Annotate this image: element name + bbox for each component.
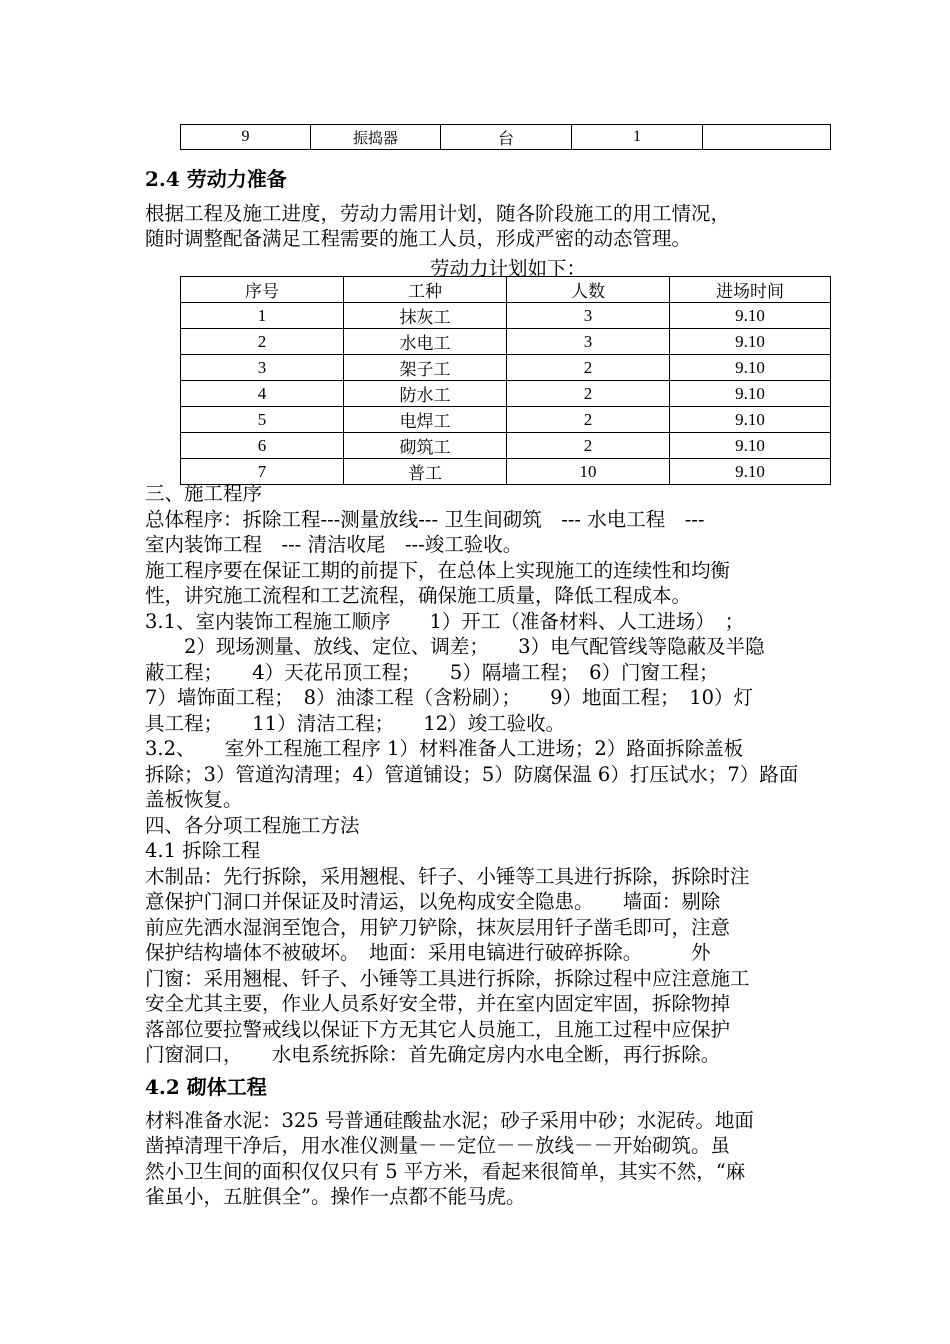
table-cell: 9.10 <box>670 355 831 381</box>
column-header: 工种 <box>344 277 507 303</box>
table-cell: 2 <box>507 355 670 381</box>
table-cell: 普工 <box>344 459 507 485</box>
paragraph-line: 拆除；3）管道沟清理；4）管道铺设；5）防腐保温 6）打压试水；7）路面 <box>145 763 799 786</box>
table-cell: 3 <box>507 329 670 355</box>
table-cell: 9.10 <box>670 459 831 485</box>
paragraph-line: 门窗：采用翘棍、钎子、小锤等工具进行拆除，拆除过程中应注意施工 <box>145 967 750 990</box>
column-header: 序号 <box>181 277 344 303</box>
table-cell: 6 <box>181 433 344 459</box>
paragraph-line: 根据工程及施工进度，劳动力需用计划，随各阶段施工的用工情况， <box>145 202 731 225</box>
column-header: 人数 <box>507 277 670 303</box>
table-row <box>181 407 831 433</box>
paragraph-line: 意保护门洞口并保证及时清运，以免构成安全隐患。 墙面：剔除 <box>145 890 721 913</box>
paragraph-line: 保护结构墙体不被破坏。 地面：采用电镐进行破碎拆除。 外 <box>145 941 711 964</box>
table-cell: 7 <box>181 459 344 485</box>
table-row <box>181 433 831 459</box>
table-cell: 9.10 <box>670 433 831 459</box>
table-cell: 9 <box>181 125 311 150</box>
table-cell: 9.10 <box>670 303 831 329</box>
table-cell: 台 <box>441 125 572 150</box>
paragraph-line: 安全尤其主要，作业人员系好安全带，并在室内固定牢固，拆除物掉 <box>145 992 731 1015</box>
table-row <box>181 125 831 150</box>
paragraph-line: 落部位要拉警戒线以保证下方无其它人员施工，且施工过程中应保护 <box>145 1018 731 1041</box>
table-cell: 2 <box>507 433 670 459</box>
table-cell: 4 <box>181 381 344 407</box>
table-cell <box>703 125 831 150</box>
table-cell: 砌筑工 <box>344 433 507 459</box>
section-heading: 4.2 砌体工程 <box>145 1075 267 1099</box>
table-cell: 9.10 <box>670 381 831 407</box>
table-cell: 水电工 <box>344 329 507 355</box>
table-cell: 9.10 <box>670 329 831 355</box>
table-row <box>181 303 831 329</box>
table-cell: 1 <box>572 125 703 150</box>
paragraph-line: 随时调整配备满足工程需要的施工人员，形成严密的动态管理。 <box>145 227 692 250</box>
table-row <box>181 329 831 355</box>
paragraph-line: 2）现场测量、放线、定位、调差； 3）电气配管线等隐蔽及半隐 <box>145 635 765 658</box>
paragraph-line: 具工程； 11）清洁工程； 12）竣工验收。 <box>145 712 566 735</box>
table-cell: 5 <box>181 407 344 433</box>
section-title: 四、各分项工程施工方法 <box>145 814 360 837</box>
paragraph-line: 室内装饰工程 --- 清洁收尾 ---竣工验收。 <box>145 533 523 556</box>
paragraph-line: 性，讲究施工流程和工艺流程，确保施工质量，降低工程成本。 <box>145 584 692 607</box>
section-title: 三、施工程序 <box>145 482 263 505</box>
paragraph-line: 盖板恢复。 <box>145 788 243 811</box>
subsection-title: 4.1 拆除工程 <box>145 839 261 862</box>
table-cell: 防水工 <box>344 381 507 407</box>
section-heading: 2.4 劳动力准备 <box>145 167 287 191</box>
paragraph-line: 凿掉清理干净后，用水准仪测量－－定位－－放线－－开始砌筑。虽 <box>145 1134 731 1157</box>
table-cell: 2 <box>181 329 344 355</box>
table-cell: 电焊工 <box>344 407 507 433</box>
equipment-table <box>180 124 831 150</box>
paragraph-line: 蔽工程； 4）天花吊顶工程； 5）隔墙工程； 6）门窗工程； <box>145 661 719 684</box>
table-header-row <box>181 277 831 303</box>
paragraph-line: 门窗洞口， 水电系统拆除：首先确定房内水电全断，再行拆除。 <box>145 1043 721 1066</box>
table-cell: 3 <box>507 303 670 329</box>
paragraph-line: 3.1、室内装饰工程施工顺序 1）开工（准备材料、人工进场） ； <box>145 610 745 633</box>
paragraph-line: 总体程序：拆除工程---测量放线--- 卫生间砌筑 --- 水电工程 --- <box>145 508 705 531</box>
labor-table <box>180 276 831 485</box>
table-cell: 2 <box>507 381 670 407</box>
paragraph-line: 前应先洒水湿润至饱合，用铲刀铲除，抹灰层用钎子凿毛即可，注意 <box>145 916 731 939</box>
table-cell: 9.10 <box>670 407 831 433</box>
column-header: 进场时间 <box>670 277 831 303</box>
table-row <box>181 355 831 381</box>
paragraph-line: 然小卫生间的面积仅仅只有 5 平方米，看起来很简单，其实不然，“麻 <box>145 1160 746 1183</box>
paragraph-line: 材料准备水泥：325 号普通硅酸盐水泥；砂子采用中砂；水泥砖。地面 <box>145 1109 754 1132</box>
table-cell: 1 <box>181 303 344 329</box>
paragraph-line: 木制品：先行拆除，采用翘棍、钎子、小锤等工具进行拆除，拆除时注 <box>145 865 750 888</box>
table-cell: 架子工 <box>344 355 507 381</box>
table-row <box>181 381 831 407</box>
paragraph-line: 7）墙饰面工程； 8）油漆工程（含粉刷）； 9）地面工程； 10）灯 <box>145 686 754 709</box>
paragraph-line: 3.2、 室外工程施工程序 1）材料准备人工进场；2）路面拆除盖板 <box>145 737 744 760</box>
table-cell: 10 <box>507 459 670 485</box>
table-cell: 抹灰工 <box>344 303 507 329</box>
table-cell: 2 <box>507 407 670 433</box>
table-cell: 振捣器 <box>311 125 441 150</box>
table-cell: 3 <box>181 355 344 381</box>
table-caption: 劳动力计划如下： <box>430 257 587 280</box>
paragraph-line: 施工程序要在保证工期的前提下，在总体上实现施工的连续性和均衡 <box>145 559 731 582</box>
paragraph-line: 雀虽小，五脏俱全”。操作一点都不能马虎。 <box>145 1185 526 1208</box>
